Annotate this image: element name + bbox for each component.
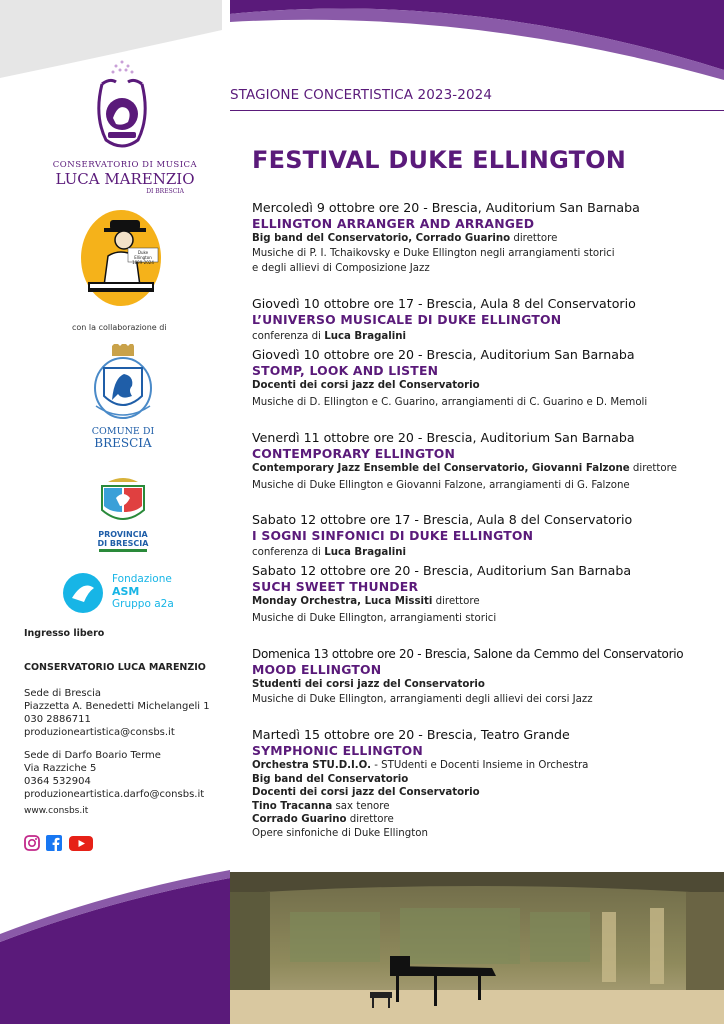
sede-brescia-address: Piazzetta A. Benedetti Michelangeli 1 [24,701,210,712]
asm-line3: Gruppo a2a [112,598,174,610]
asm-circle-icon [62,572,106,616]
sede-darfo-block [24,749,204,801]
concert-hall-piano-image [230,872,724,1024]
event-7-performer: Studenti dei corsi jazz del Conservatorio [252,679,485,690]
event-3-date: Giovedì 10 ottobre ore 20 - Brescia, Auditorium San Barnaba [252,347,635,362]
event-7 [252,646,712,707]
provincia-stripe [99,549,147,552]
event-3-title: STOMP, LOOK AND LISTEN [252,363,439,378]
event-6-date: Sabato 12 ottobre ore 20 - Brescia, Auditorium San Barnaba [252,563,632,578]
event-1-performer: Big band del Conservatorio, Corrado Guarino direttore [252,233,558,244]
sede-darfo-label: Sede di Darfo Boario Terme [24,750,161,761]
comune-line2: BRESCIA [94,436,152,450]
provincia-brescia-logo [96,476,150,552]
sede-brescia-phone[interactable]: 030 2886711 [24,714,91,725]
event-1-title: ELLINGTON ARRANGER AND ARRANGED [252,216,535,231]
conservatorio-line1: CONSERVATORIO DI MUSICA [52,160,198,170]
event-2-date: Giovedì 10 ottobre ore 17 - Brescia, Aula 8 del Conservatorio [252,296,636,311]
conservatorio-logo [50,56,200,195]
event-3 [252,347,712,410]
event-6 [252,563,712,626]
sede-darfo-email[interactable]: produzioneartistica.darfo@consbs.it [24,789,205,800]
event-1-date: Mercoledì 9 ottobre ore 20 - Brescia, Auditorium San Barnaba [252,200,640,215]
duke-ellington-poster [80,208,162,308]
event-4-program-1: Musiche di Duke Ellington e Giovanni Falzone, arrangiamenti di G. Falzone [252,479,630,491]
conservatorio-line3: DI BRESCIA [146,188,184,195]
sede-darfo-phone[interactable]: 0364 532904 [24,776,91,787]
event-6-program-1: Musiche di Duke Ellington, arrangiamenti storici [252,612,497,624]
asm-line2: ASM [112,585,140,598]
event-3-program-1: Musiche di D. Ellington e C. Guarino, arrangiamenti di C. Guarino e D. Memoli [252,396,648,408]
facebook-icon[interactable] [46,835,62,851]
ingresso-libero: Ingresso libero [24,628,105,639]
event-1-program-2: e degli allievi di Composizione Jazz [252,262,430,274]
event-4-date: Venerdì 11 ottobre ore 20 - Brescia, Auditorium San Barnaba [252,430,635,445]
event-7-date: Domenica 13 ottobre ore 20 - Brescia, Salone da Cemmo del Conservatorio [252,647,684,661]
poster-caption: Duke Ellington 1899-2024 [132,250,154,265]
event-8 [252,727,712,840]
event-7-title: MOOD ELLINGTON [252,662,382,677]
event-8-docenti: Docenti dei corsi jazz del Conservatorio [252,787,480,798]
conservatorio-line2: LUCA MARENZIO [55,170,195,188]
event-8-soloist: Tino Tracanna sax tenore [252,800,390,812]
comune-line1: COMUNE DI [91,426,155,437]
event-2-conference: conferenza di Luca Bragalini [252,331,406,342]
event-2-title: L’UNIVERSO MUSICALE DI DUKE ELLINGTON [252,312,562,327]
event-5-conference: conferenza di Luca Bragalini [252,547,406,558]
festival-title: FESTIVAL DUKE ELLINGTON [252,146,627,174]
sede-brescia-label: Sede di Brescia [24,688,102,699]
event-5-date: Sabato 12 ottobre ore 17 - Brescia, Aula 8 del Conservatorio [252,512,633,527]
org-name: CONSERVATORIO LUCA MARENZIO [24,662,206,673]
event-4-performer: Contemporary Jazz Ensemble del Conservatorio, Giovanni Falzone direttore [252,463,677,474]
event-4 [252,430,712,493]
event-1-program-1: Musiche di P. I. Tchaikovsky e Duke Ellington negli arrangiamenti storici [252,247,615,259]
event-3-performer: Docenti dei corsi jazz del Conservatorio [252,380,480,391]
event-8-orchestra: Orchestra STU.D.I.O. - STUdenti e Docenti Insieme in Orchestra [252,760,589,771]
fondazione-asm-logo [62,572,192,616]
website-link[interactable]: www.consbs.it [24,806,89,816]
asm-line1: Fondazione [112,573,172,585]
event-4-title: CONTEMPORARY ELLINGTON [252,446,456,461]
event-2 [252,296,712,344]
event-8-date: Martedì 15 ottobre ore 20 - Brescia, Teatro Grande [252,727,570,742]
instagram-icon[interactable] [24,835,40,851]
sede-darfo-address: Via Razziche 5 [24,763,97,774]
event-5-title: I SOGNI SINFONICI DI DUKE ELLINGTON [252,528,534,543]
event-8-bigband: Big band del Conservatorio [252,773,409,785]
event-8-program: Opere sinfoniche di Duke Ellington [252,827,428,839]
event-8-title: SYMPHONIC ELLINGTON [252,743,423,758]
provincia-line2: DI BRESCIA [97,539,149,548]
event-8-conductor: Corrado Guarino direttore [252,814,394,825]
comune-brescia-logo [88,344,158,454]
lion-crest-icon [88,344,158,422]
event-1 [252,200,712,276]
youtube-icon[interactable] [69,835,93,851]
event-5 [252,512,712,560]
sede-brescia-block [24,687,210,739]
collaboration-label: con la collaborazione di [72,323,167,332]
provincia-crest-icon [96,476,150,526]
event-6-performer: Monday Orchestra, Luca Missiti direttore [252,596,480,607]
event-6-title: SUCH SWEET THUNDER [252,579,419,594]
sede-brescia-email[interactable]: produzioneartistica@consbs.it [24,727,175,738]
season-title: STAGIONE CONCERTISTICA 2023-2024 [230,87,493,103]
concert-hall-photo [230,872,724,1024]
event-7-program-1: Musiche di Duke Ellington, arrangiamenti degli allievi dei corsi Jazz [252,693,593,705]
provincia-line1: PROVINCIA [98,530,148,539]
lyre-seal-icon [50,56,200,156]
season-divider [230,110,724,111]
